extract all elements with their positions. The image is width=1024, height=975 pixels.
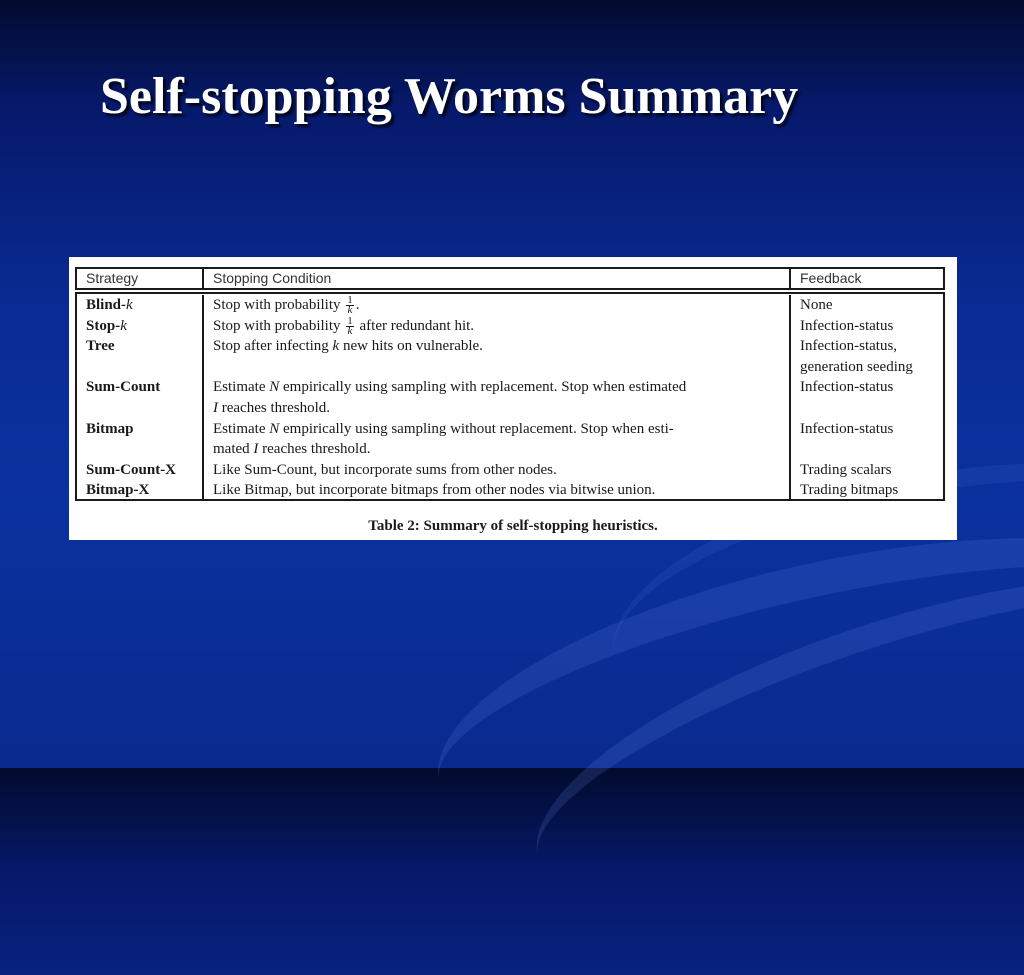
condition-variable: N: [269, 420, 280, 437]
feedback-cell: Infection-status: [800, 379, 894, 396]
feedback-cell-empty: [791, 398, 943, 419]
strategy-cell: Sum-Count-X: [77, 460, 204, 481]
strategy-cell: Tree: [77, 336, 204, 357]
feedback-cell: None: [800, 297, 833, 313]
strategy-name: Blind-: [86, 297, 127, 313]
strategy-cell: [77, 295, 204, 316]
condition-cell: [204, 377, 791, 398]
fraction-numerator: 1: [347, 295, 353, 307]
strategy-cell: Sum-Count: [77, 377, 204, 398]
fraction: [346, 317, 354, 336]
condition-text: empirically using sampling with replacement. Stop when estimated: [283, 379, 687, 396]
condition-text: reaches threshold.: [262, 441, 371, 458]
feedback-cell: Trading scalars: [800, 461, 892, 478]
condition-variable: k: [332, 338, 340, 355]
condition-text: after redundant hit.: [359, 317, 475, 334]
feedback-cell: Trading bitmaps: [800, 482, 899, 499]
condition-cell-continued: [204, 398, 791, 419]
background-swoosh: [410, 478, 1024, 917]
condition-variable: N: [269, 379, 280, 396]
condition-cell-continued: [204, 439, 791, 460]
condition-cell: [204, 316, 791, 337]
header-strategy: Strategy: [77, 269, 204, 288]
condition-text: Estimate: [213, 420, 266, 437]
strategy-cell-empty: [77, 439, 204, 460]
condition-cell: [204, 295, 791, 316]
condition-variable: I: [253, 441, 259, 458]
condition-cell-empty: [204, 357, 791, 378]
condition-text: mated: [213, 441, 250, 458]
feedback-cell: Infection-status,: [800, 338, 898, 355]
table-header: [75, 267, 945, 290]
strategy-cell: Bitmap: [77, 419, 204, 440]
condition-text: Estimate: [213, 379, 266, 396]
strategy-cell-empty: [77, 357, 204, 378]
header-feedback: Feedback: [800, 270, 862, 286]
feedback-cell: Infection-status: [800, 317, 894, 334]
condition-cell: [204, 419, 791, 440]
condition-cell: Like Bitmap, but incorporate bitmaps from other nodes via bitwise union.: [204, 480, 791, 501]
condition-text: empirically using sampling without replacement. Stop when esti-: [283, 420, 674, 437]
fraction-denominator: k: [347, 324, 353, 337]
feedback-cell: Infection-status: [800, 420, 894, 437]
background-swoosh: [501, 509, 1024, 975]
condition-text: Stop after infecting: [213, 338, 329, 355]
fraction: [346, 296, 354, 315]
strategy-variable: k: [120, 317, 127, 334]
condition-cell: Like Sum-Count, but incorporate sums from other nodes.: [204, 460, 791, 481]
condition-text: Stop with probability: [213, 317, 341, 334]
slide-title: Self-stopping Worms Summary: [100, 68, 799, 125]
condition-text: .: [355, 297, 360, 313]
strategy-name: Stop-: [86, 317, 121, 334]
fraction-denominator: k: [347, 304, 353, 316]
condition-text: reaches threshold.: [221, 399, 331, 416]
table-body: [75, 292, 945, 501]
condition-cell: [204, 336, 791, 357]
strategy-cell-empty: [77, 398, 204, 419]
table-caption: Table 2: Summary of self-stopping heuristics.: [368, 518, 658, 534]
condition-variable: I: [213, 399, 218, 416]
strategy-cell: [77, 316, 204, 337]
condition-text: Stop with probability: [213, 297, 341, 313]
header-stopping-condition: Stopping Condition: [204, 269, 791, 288]
table-figure: [69, 257, 957, 540]
feedback-cell-continued: generation seeding: [800, 358, 913, 375]
strategy-cell: Bitmap-X: [77, 480, 204, 501]
feedback-cell-empty: [791, 439, 943, 460]
fraction-numerator: 1: [347, 315, 353, 327]
condition-text: new hits on vulnerable.: [342, 338, 483, 355]
strategy-variable: k: [126, 297, 133, 313]
